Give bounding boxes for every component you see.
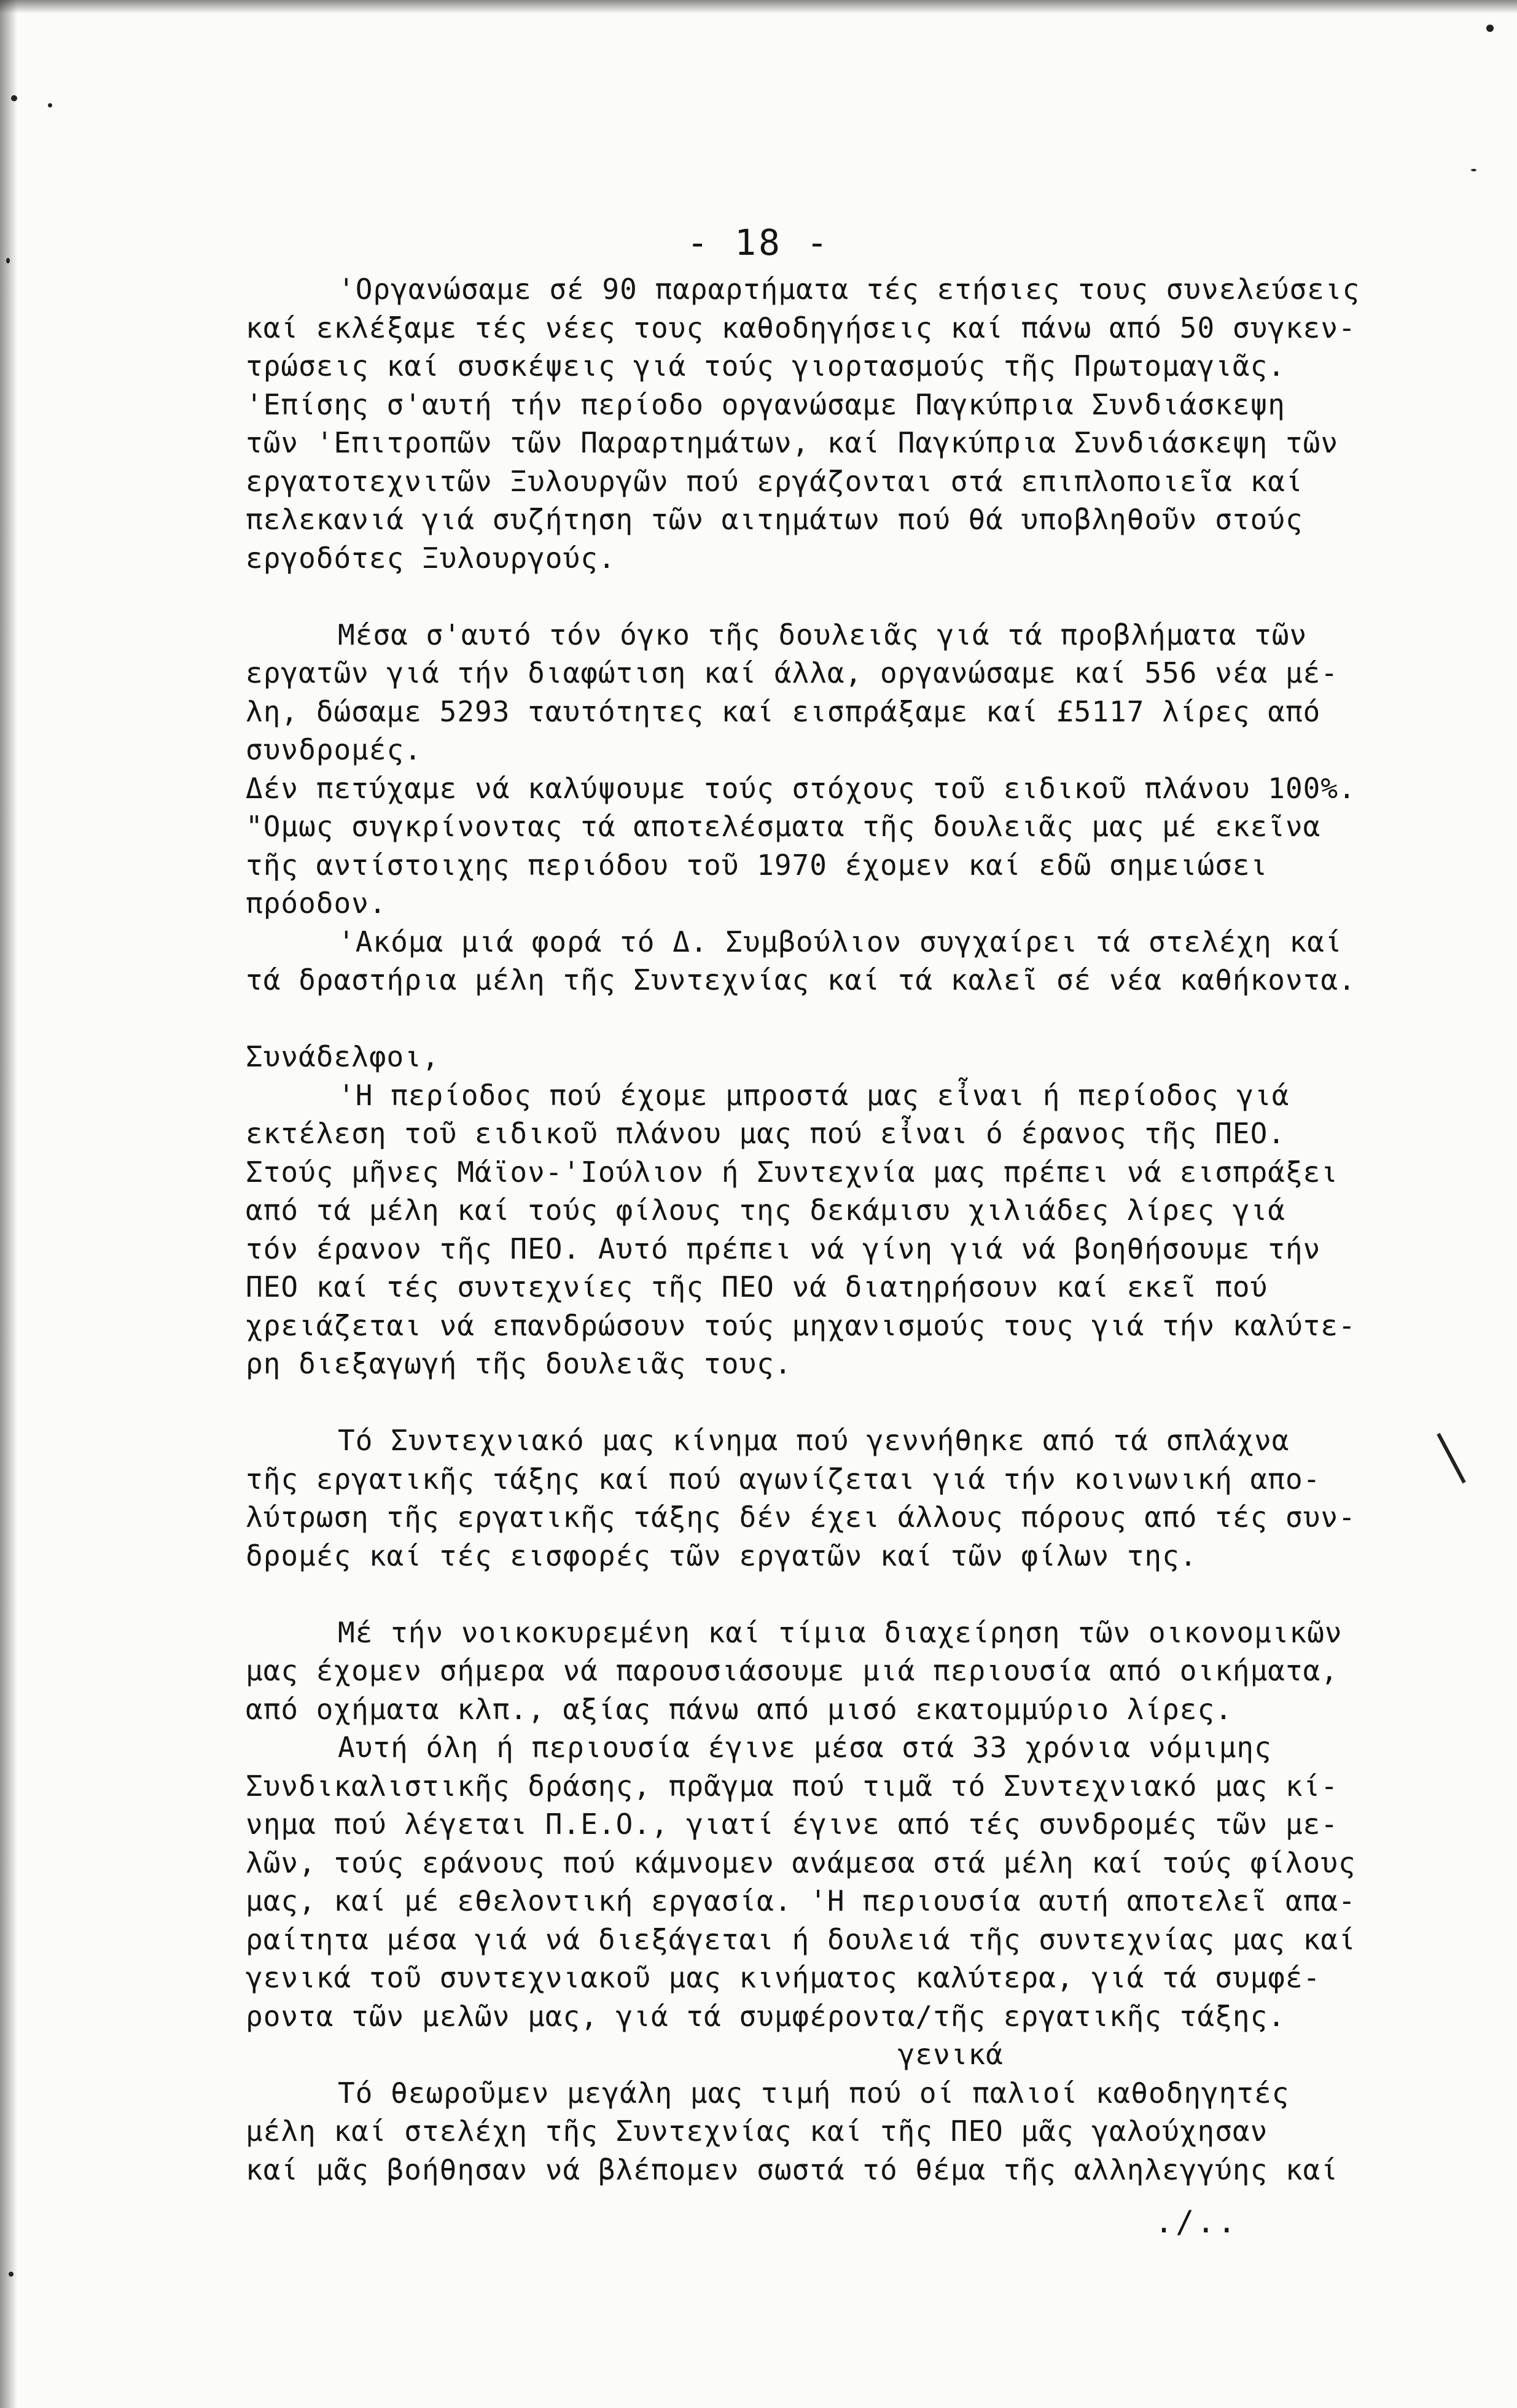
text-line: Στούς μῆνες Μάϊον-'Ιούλιον ή Συντεχνία μας πρέπει νά εισπράξει [246, 1155, 1339, 1189]
body-text [246, 270, 1449, 2189]
text-line: χρειάζεται νά επανδρώσουν τούς μηχανισμούς τους γιά τήν καλύτε- [246, 1308, 1356, 1342]
text-line: Μέσα σ'αυτό τόν όγκο τῆς δουλειᾶς γιά τά προβλήματα τῶν [338, 618, 1308, 651]
text-line: Συνδικαλιστικῆς δράσης, πρᾶγμα πού τιμᾶ τό Συντεχνιακό μας κί- [246, 1769, 1339, 1803]
text-line: καί εκλέξαμε τές νέες τους καθοδηγήσεις καί πάνω από 50 συγκεν- [246, 311, 1356, 344]
text-line: λύτρωση τῆς εργατικῆς τάξης δέν έχει άλλους πόρους από τές συν- [246, 1501, 1356, 1534]
scan-speck [9, 2272, 14, 2277]
scan-shadow-top [0, 0, 1517, 14]
text-line: ροντα τῶν μελῶν μας, γιά τά συμφέροντα/τῆς εργατικῆς τάξης. [246, 1999, 1285, 2033]
text-line: ρη διεξαγωγή τῆς δουλειᾶς τους. [246, 1347, 792, 1380]
text-line: Τό Συντεχνιακό μας κίνημα πού γεννήθηκε από τά σπλάχνα [338, 1424, 1290, 1457]
text-line: νημα πού λέγεται Π.Ε.Ο., γιατί έγινε από τές συνδρομές τῶν με- [246, 1808, 1339, 1841]
text-line: πελεκανιά γιά συζήτηση τῶν αιτημάτων πού θά υποβληθοῦν στούς [246, 503, 1303, 536]
text-line: γενικά [246, 2038, 1004, 2071]
text-line: Δέν πετύχαμε νά καλύψουμε τούς στόχους τοῦ ειδικοῦ πλάνου 100%. [246, 771, 1356, 805]
text-line: εργατῶν γιά τήν διαφώτιση καί άλλα, οργανώσαμε καί 556 νέα μέ- [246, 656, 1339, 689]
text-line: 'Η περίοδος πού έχομε μπροστά μας εἶναι ή περίοδος γιά [338, 1078, 1290, 1112]
text-line: τῆς αντίστοιχης περιόδου τοῦ 1970 έχομεν καί εδῶ σημειώσει [246, 848, 1268, 882]
scan-shadow-left [0, 0, 17, 2408]
scan-speck [11, 95, 17, 101]
text-line: από οχήματα κλπ., αξίας πάνω από μισό εκατομμύριο λίρες. [246, 1692, 1233, 1726]
blank-line [246, 1575, 1449, 1614]
text-line: συνδρομές. [246, 733, 422, 766]
text-line: 'Ακόμα μιά φορά τό Δ. Συμβούλιον συγχαίρει τά στελέχη καί [338, 925, 1343, 958]
text-line: Αυτή όλη ή περιουσία έγινε μέσα στά 33 χρόνια νόμιμης [338, 1731, 1272, 1764]
text-line: λη, δώσαμε 5293 ταυτότητες καί εισπράξαμε καί £5117 λίρες από [246, 694, 1321, 728]
blank-line [246, 1000, 1449, 1038]
text-line: λῶν, τούς εράνους πού κάμνομεν ανάμεσα στά μέλη καί τούς φίλους [246, 1846, 1356, 1879]
text-line: "Ομως συγκρίνοντας τά αποτελέσματα τῆς δουλειᾶς μας μέ εκεῖνα [246, 810, 1321, 843]
text-line: από τά μέλη καί τούς φίλους της δεκάμισυ χιλιάδες λίρες γιά [246, 1194, 1285, 1227]
blank-line [246, 1383, 1449, 1422]
text-line: Μέ τήν νοικοκυρεμένη καί τίμια διαχείρηση τῶν οικονομικῶν [338, 1615, 1343, 1649]
text-line: εργοδότες Ξυλουργούς. [246, 541, 616, 575]
text-line: μας, καί μέ εθελοντική εργασία. 'Η περιουσία αυτή αποτελεῖ απα- [246, 1884, 1356, 1917]
text-line: ραίτητα μέσα γιά νά διεξάγεται ή δουλειά τῆς συντεχνίας μας καί [246, 1922, 1356, 1956]
text-line: ΠΕΟ καί τές συντεχνίες τῆς ΠΕΟ νά διατηρήσουν καί εκεῖ πού [246, 1270, 1268, 1303]
text-line: εκτέλεση τοῦ ειδικοῦ πλάνου μας πού εἶναι ό έρανος τῆς ΠΕΟ. [246, 1117, 1285, 1150]
page-number: - 18 - [687, 222, 830, 263]
text-line: καί μᾶς βοήθησαν νά βλέπομεν σωστά τό θέμα τῆς αλληλεγγύης καί [246, 2153, 1339, 2186]
text-line: τά δραστήρια μέλη τῆς Συντεχνίας καί τά καλεῖ σέ νέα καθήκοντα. [246, 963, 1356, 996]
continuation-mark: ./.. [1155, 2204, 1239, 2240]
text-line: μας έχομεν σήμερα νά παρουσιάσουμε μιά περιουσία από οικήματα, [246, 1654, 1339, 1687]
text-line: δρομές καί τές εισφορές τῶν εργατῶν καί τῶν φίλων της. [246, 1539, 1198, 1572]
text-line: 'Οργανώσαμε σέ 90 παραρτήματα τές ετήσιες τους συνελεύσεις [338, 273, 1360, 306]
text-line: μέλη καί στελέχη τῆς Συντεχνίας καί τῆς ΠΕΟ μᾶς γαλούχησαν [246, 2115, 1268, 2148]
text-line: τῶν 'Επιτροπῶν τῶν Παραρτημάτων, καί Παγκύπρια Συνδιάσκεψη τῶν [246, 426, 1339, 459]
text-line: 'Επίσης σ'αυτή τήν περίοδο οργανώσαμε Παγκύπρια Συνδιάσκεψη [246, 387, 1285, 421]
text-line: τόν έρανον τῆς ΠΕΟ. Αυτό πρέπει νά γίνη γιά νά βοηθήσουμε τήν [246, 1232, 1321, 1265]
scan-speck [48, 103, 52, 107]
text-line: εργατοτεχνιτῶν Ξυλουργῶν πού εργάζονται στά επιπλοποιεῖα καί [246, 464, 1303, 498]
blank-line [246, 577, 1449, 616]
text-line: Συνάδελφοι, [246, 1040, 440, 1073]
text-line: τῆς εργατικῆς τάξης καί πού αγωνίζεται γιά τήν κοινωνική απο- [246, 1462, 1321, 1496]
text-line: γενικά τοῦ συντεχνιακοῦ μας κινήματος καλύτερα, γιά τά συμφέ- [246, 1961, 1321, 1994]
scan-speck [1486, 25, 1494, 32]
text-line: τρώσεις καί συσκέψεις γιά τούς γιορτασμούς τῆς Πρωτομαγιᾶς. [246, 349, 1285, 383]
scan-speck [1471, 169, 1476, 171]
text-line: πρόοδον. [246, 887, 387, 920]
text-line: Τό θεωροῦμεν μεγάλη μας τιμή πού οί παλιοί καθοδηγητές [338, 2076, 1290, 2110]
